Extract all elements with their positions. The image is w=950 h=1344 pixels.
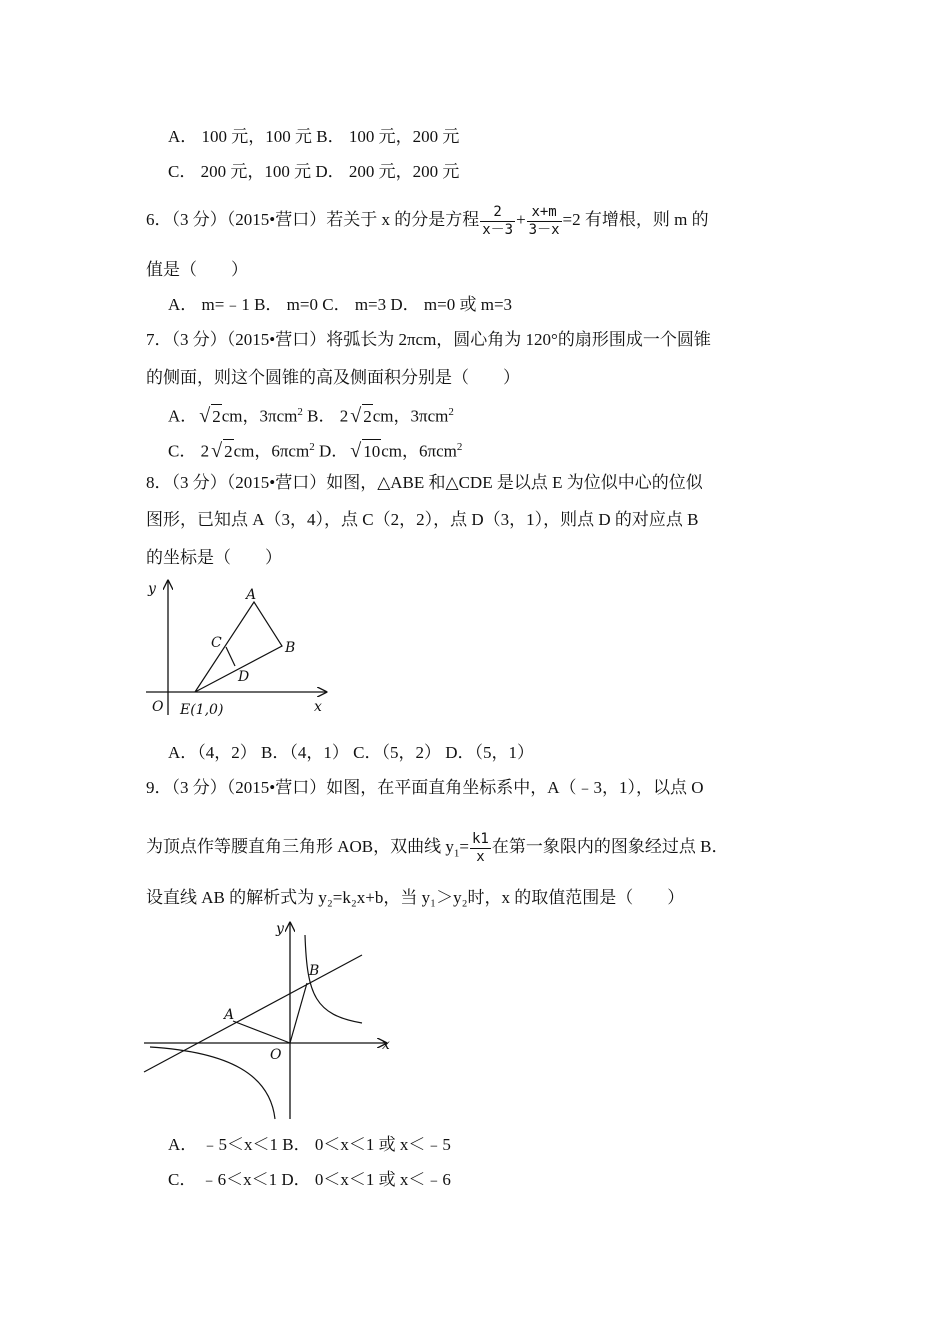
q8-label-x: x (314, 699, 322, 715)
q8-label-a: A (246, 587, 257, 603)
q8-segment-cd (226, 647, 235, 666)
q6-stem (146, 202, 709, 239)
q8-options: A．（4，2） B．（4，1） C．（5，2） D．（5，1） (168, 743, 534, 762)
q9-figure (140, 915, 400, 1120)
q7-stem-line1: 7．（3 分）（2015•营口）将弧长为 2πcm，圆心角为 120°的扇形围成一个圆锥 (146, 330, 711, 349)
q8-label-y: y (148, 581, 156, 597)
q9-stem-line1: 9．（3 分）（2015•营口）如图，在平面直角坐标系中，A（﹣3，1），以点 O (146, 778, 704, 797)
q6-stem-tail: =2 有增根，则 m 的 (562, 210, 709, 229)
q9-hyperbola-q3 (150, 1047, 275, 1119)
q9-options-cd: C． ﹣6＜x＜1 D． 0＜x＜1 或 x＜﹣6 (168, 1170, 451, 1189)
q8-stem-line3: 的坐标是（ ） (146, 548, 282, 567)
q9-line-ab (144, 955, 362, 1072)
q9-label-o: O (270, 1047, 282, 1063)
q6-fraction-2: $\frac{x+m}{3-x}$ (528, 203, 560, 238)
q9-fraction: $\frac{k1}{x}$ (472, 830, 489, 865)
q8-stem-line1: 8．（3 分）（2015•营口）如图，△ABE 和△CDE 是以点 E 为位似中心的位似 (146, 473, 703, 492)
q9-segment-ao (233, 1021, 290, 1043)
q7-options-ab: A． √ 2cm，3πcm$^2$ B． 2 √ 2cm，3πcm$^2$ (168, 404, 454, 427)
q5-options-cd: C． 200 元，100 元 D． 200 元，200 元 (168, 162, 460, 181)
q6-stem-text: 6．（3 分）（2015•营口）若关于 x 的分是方程 (146, 210, 480, 229)
q9-stem-line2: 为顶点作等腰直角三角形 AOB，双曲线 $y_1=$ $\frac{k1}{x}$ 在第一象限内的图象经过点 B． (146, 830, 729, 865)
q9-label-x: x (382, 1037, 390, 1053)
q9-label-b: B (309, 963, 320, 979)
q5-options-ab: A． 100 元，100 元 B． 100 元，200 元 (168, 127, 460, 146)
q8-label-c: C (211, 635, 222, 651)
q8-label-e: E(1,0) (180, 702, 224, 718)
q8-stem-line2: 图形，已知点 A（3，4），点 C（2，2），点 D（3，1），则点 D 的对应点 B (146, 510, 699, 529)
q6-options: A． m=﹣1 B． m=0 C． m=3 D． m=0 或 m=3 (168, 295, 513, 314)
q9-label-y: y (276, 921, 284, 937)
q8-label-b: B (285, 640, 296, 656)
q9-options-ab: A． ﹣5＜x＜1 B． 0＜x＜1 或 x＜﹣5 (168, 1135, 451, 1154)
q8-figure (140, 575, 340, 725)
q6-plus: + (516, 210, 526, 229)
q7-stem-line2: 的侧面，则这个圆锥的高及侧面积分别是（ ） (146, 368, 520, 387)
q6-stem-line2: 值是（ ） (146, 260, 248, 279)
q8-label-d: D (238, 669, 250, 685)
q9-label-a: A (224, 1007, 235, 1023)
q9-stem-line3: 设直线 AB 的解析式为 y₂=k₂x+b，当 y₁＞y₂时，x 的取值范围是（ ） (146, 888, 685, 907)
q8-label-o: O (152, 699, 164, 715)
q7-options-cd: C． 2 √ 2cm，6πcm$^2$ D． √ 10cm，6πcm$^2$ (168, 439, 463, 462)
q6-fraction-1: $\frac{2}{x-3}$ (482, 203, 514, 238)
q9-hyperbola-q1 (305, 935, 362, 1023)
